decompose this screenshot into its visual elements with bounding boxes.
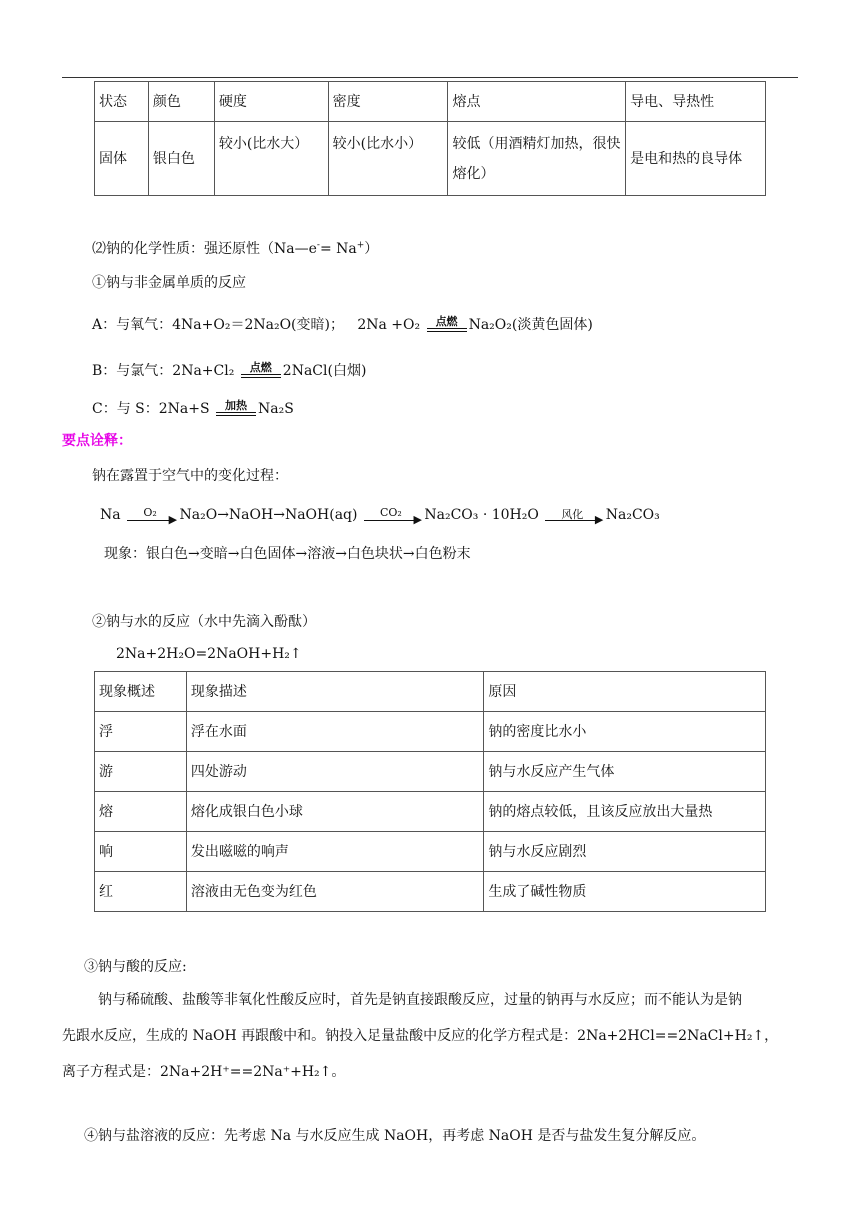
table-cell: 是电和热的良导体 — [626, 122, 766, 196]
table-header-row — [95, 82, 766, 122]
paragraph-line: 钠与稀硫酸、盐酸等非氧化性酸反应时，首先是钠直接跟酸反应，过量的钠再与水反应；而不能认为是钠 — [98, 992, 742, 1008]
table-cell: 银白色 — [148, 122, 214, 196]
exposure-title: 钠在露置于空气中的变化过程： — [92, 468, 288, 484]
table-cell: 钠与水反应剧烈 — [484, 832, 766, 872]
table-cell: 较小(比水大） — [214, 122, 328, 196]
key-points-label: 要点诠释： — [62, 433, 132, 449]
table-cell: 钠的密度比水小 — [484, 712, 766, 752]
table-cell: 生成了碱性物质 — [484, 872, 766, 912]
phenomenon-text: 现象：银白色→变暗→白色固体→溶液→白色块状→白色粉末 — [104, 546, 471, 562]
chlorine-reaction: B：与氯气：2Na+Cl₂ 点燃 2NaCl(白烟) — [92, 361, 367, 379]
table-row — [95, 122, 766, 196]
table-cell: 浮 — [95, 712, 187, 752]
ignite-condition-arrow: 点燃 — [427, 316, 467, 334]
table-cell: 溶液由无色变为红色 — [186, 872, 484, 912]
table-cell: 较低（用酒精灯加热，很快熔化） — [448, 122, 626, 196]
table-row — [95, 752, 766, 792]
table-cell: 红 — [95, 872, 187, 912]
water-reaction-table — [94, 671, 766, 912]
right-arrow-icon: CO₂ ▶ — [364, 510, 418, 521]
water-reaction-title: ②钠与水的反应（水中先滴入酚酞） — [92, 614, 316, 630]
right-arrow-icon: 风化 ▶ — [545, 510, 599, 521]
table-cell: 固体 — [95, 122, 149, 196]
right-arrow-icon: O₂ ▶ — [127, 510, 173, 521]
table-cell: 浮在水面 — [186, 712, 484, 752]
water-equation: 2Na+2H₂O=2NaOH+H₂↑ — [116, 646, 302, 662]
header-cell: 熔点 — [448, 82, 626, 122]
table-cell: 钠与水反应产生气体 — [484, 752, 766, 792]
acid-reaction-title: ③钠与酸的反应: — [84, 959, 187, 975]
header-cell: 状态 — [95, 82, 149, 122]
table-cell: 响 — [95, 832, 187, 872]
header-cell: 现象概述 — [95, 672, 187, 712]
header-cell: 原因 — [484, 672, 766, 712]
header-cell: 现象描述 — [186, 672, 484, 712]
sulfur-reaction: C：与 S：2Na+S 加热 Na₂S — [92, 399, 294, 417]
header-cell: 硬度 — [214, 82, 328, 122]
paragraph-line: 离子方程式是：2Na+2H⁺==2Na⁺+H₂↑。 — [62, 1064, 346, 1080]
table-cell: 游 — [95, 752, 187, 792]
acid-reaction-paragraph — [62, 982, 798, 1090]
salt-reaction-paragraph: ④钠与盐溶液的反应：先考虑 Na 与水反应生成 NaOH，再考虑 NaOH 是否与盐发生复分解反应。 — [84, 1128, 706, 1144]
header-cell: 密度 — [328, 82, 448, 122]
header-cell: 导电、导热性 — [626, 82, 766, 122]
table-cell: 钠的熔点较低，且该反应放出大量热 — [484, 792, 766, 832]
header-cell: 颜色 — [148, 82, 214, 122]
table-cell: 熔化成银白色小球 — [186, 792, 484, 832]
table-row — [95, 832, 766, 872]
table-header-row — [95, 672, 766, 712]
nonmetal-title: ①钠与非金属单质的反应 — [92, 275, 246, 291]
ignite-condition-arrow: 点燃 — [241, 362, 281, 380]
oxygen-reaction: A：与氧气：4Na+O₂＝2Na₂O(变暗)； 2Na +O₂ 点燃 Na₂O₂(淡黄色固体) — [92, 315, 593, 333]
exposure-chain: Na O₂ ▶ Na₂O→NaOH→NaOH(aq) CO₂ ▶ Na₂CO₃ · 10H₂O 风化 ▶ Na₂CO₃ — [100, 505, 660, 526]
header-rule — [62, 77, 798, 78]
table-cell: 熔 — [95, 792, 187, 832]
table-row — [95, 712, 766, 752]
table-cell: 四处游动 — [186, 752, 484, 792]
table-cell: 较小(比水小） — [328, 122, 448, 196]
table-row — [95, 792, 766, 832]
table-cell: 发出嗞嗞的响声 — [186, 832, 484, 872]
physical-properties-table — [94, 81, 766, 196]
paragraph-line: 先跟水反应，生成的 NaOH 再跟酸中和。钠投入足量盐酸中反应的化学方程式是：2Na+2HCl==2NaCl+H₂↑， — [62, 1028, 779, 1044]
heat-condition-arrow: 加热 — [216, 400, 256, 418]
chem-props-title: ⑵钠的化学性质：强还原性（Na—e-= Na+） — [92, 240, 379, 257]
table-row — [95, 872, 766, 912]
